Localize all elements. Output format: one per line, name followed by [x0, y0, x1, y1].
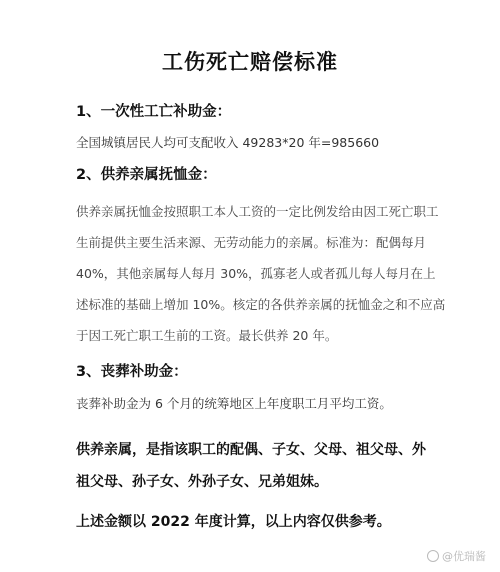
watermark: [427, 548, 486, 564]
section-body-dependent-pension: 供养亲属抚恤金按照职工本人工资的一定比例发给由因工死亡职工生前提供主要生活来源、无劳动能力的亲属。标准为：配偶每月 40%，其他亲属每人每月 30%，孤寡老人或者孤儿每人每月在上述标准的基础上增加 10%。核定的各供养亲属的抚恤金之和不应高于因工死亡职工生前的工资。最长供养 20 年。: [76, 204, 446, 343]
section-heading-funeral-subsidy: 3、丧葬补助金：: [76, 364, 188, 380]
weibo-logo-icon: [427, 550, 439, 562]
note-dependent-relatives: 供养亲属，是指该职工的配偶、子女、父母、祖父母、外祖父母、孙子女、外孙子女、兄弟姐妹。: [76, 442, 426, 490]
section-body-death-subsidy: 全国城镇居民人均可支配收入 49283*20 年=985660: [76, 135, 380, 150]
section-heading-dependent-pension: 2、供养亲属抚恤金：: [76, 167, 217, 183]
page-title: 工伤死亡赔偿标准: [162, 50, 338, 74]
section-body-funeral-subsidy: 丧葬补助金为 6 个月的统筹地区上年度职工月平均工资。: [76, 396, 392, 411]
watermark-text: @优瑞酱: [442, 550, 486, 563]
note-calculation-basis: 上述金额以 2022 年度计算，以上内容仅供参考。: [76, 514, 391, 530]
section-heading-death-subsidy: 1、一次性工亡补助金：: [76, 104, 232, 120]
